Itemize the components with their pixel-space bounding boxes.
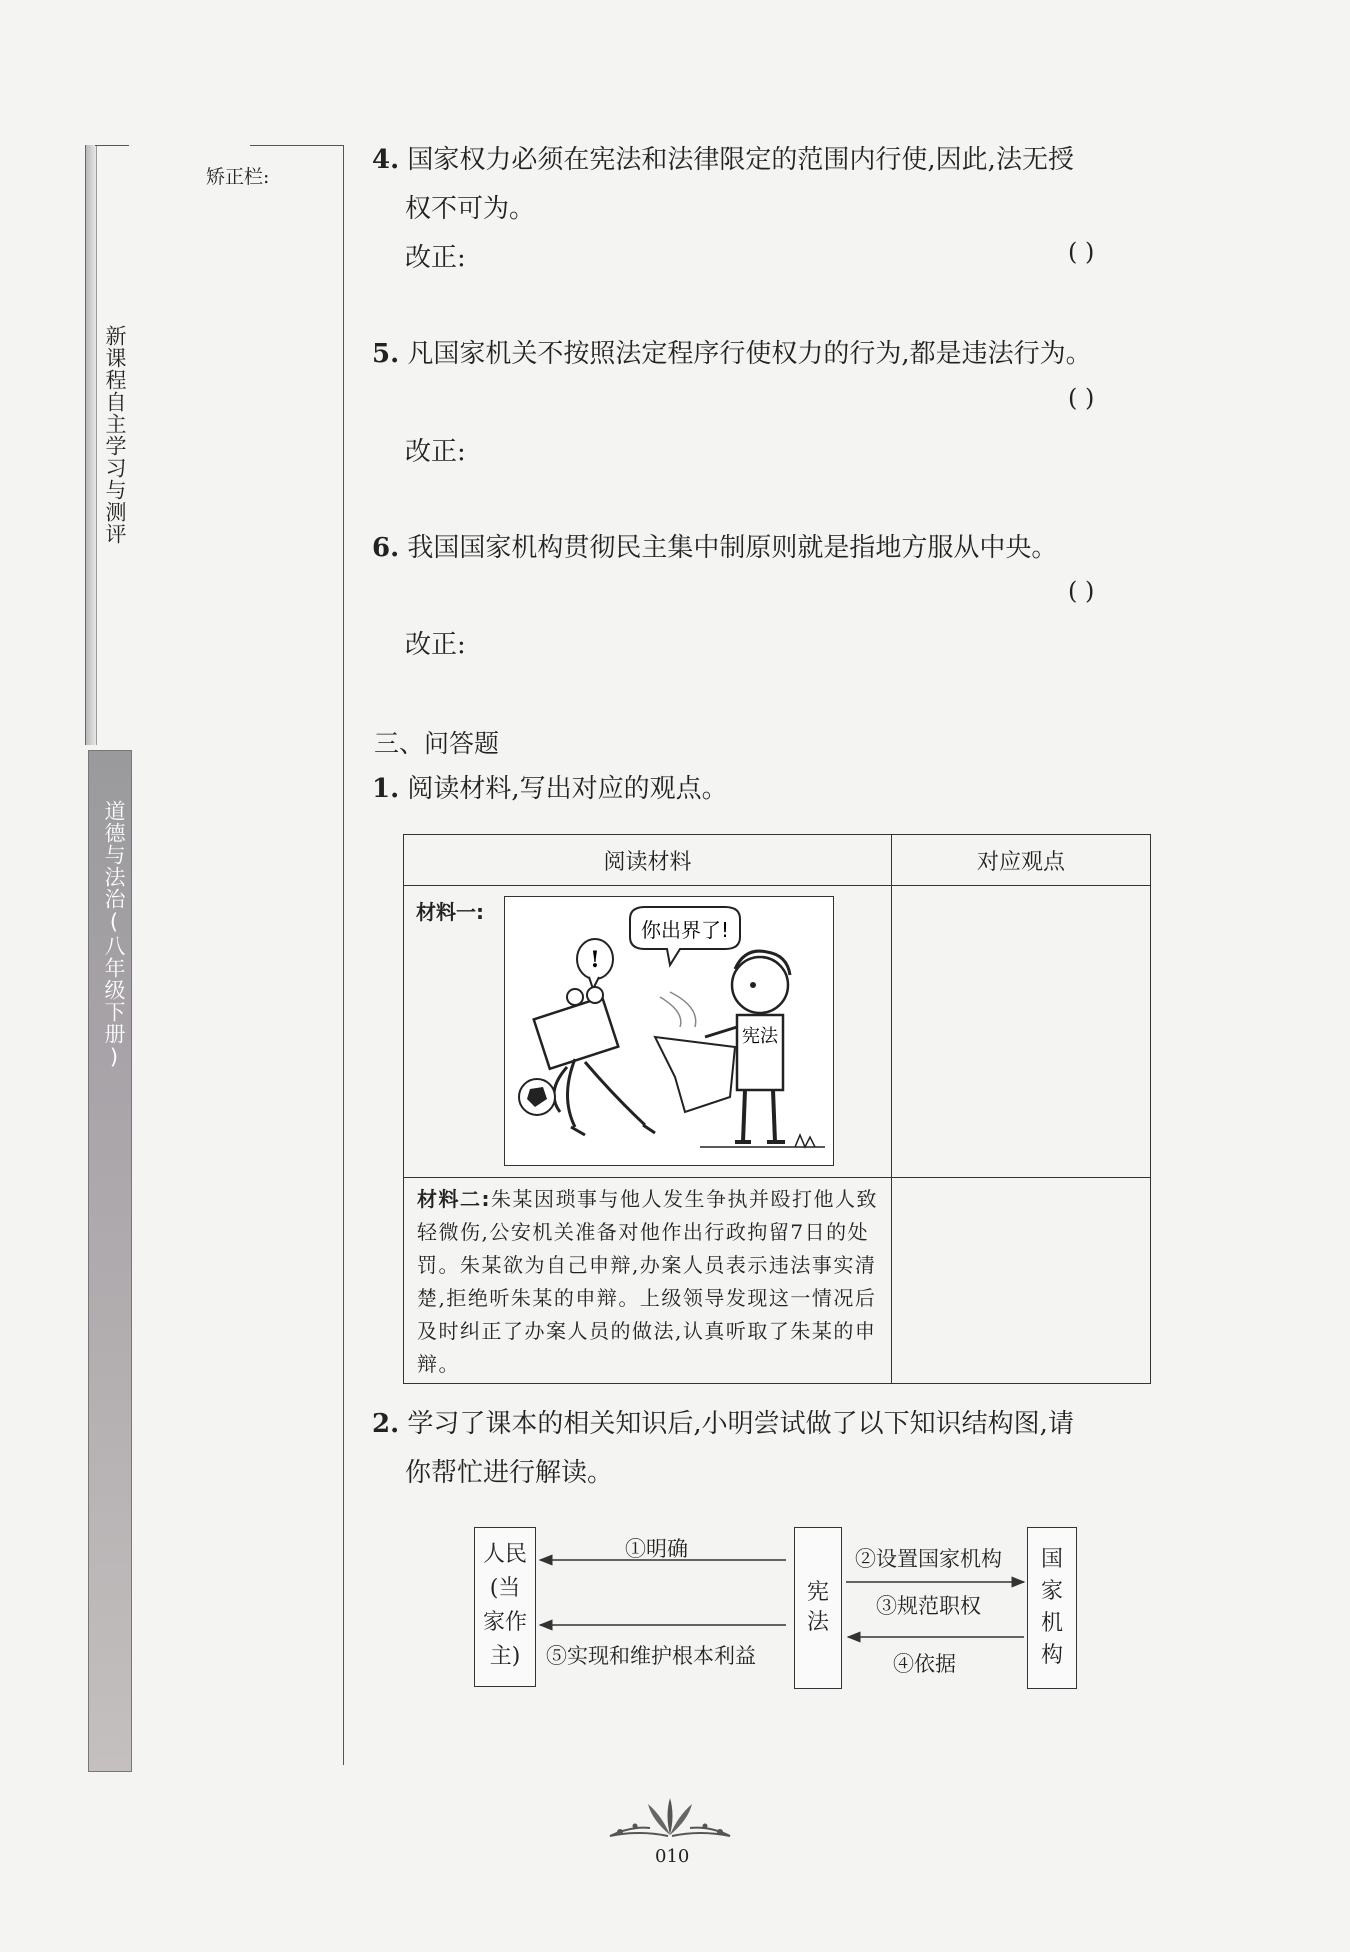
section-title: 三、问答题 — [374, 729, 500, 758]
answer-parentheses: ( ) — [1068, 384, 1095, 412]
question-text-line2: 权不可为。 — [405, 194, 536, 224]
correction-prompt: 改正: — [405, 630, 466, 660]
question-1 — [372, 765, 728, 813]
people-line: 主) — [489, 1644, 521, 1669]
question-6 — [372, 524, 1057, 572]
viewpoint-2-cell — [892, 1178, 1151, 1384]
arrow-label-2: ②设置国家机构 — [855, 1547, 1002, 1571]
state-char: 国 — [1040, 1547, 1063, 1572]
cartoon-image — [504, 896, 834, 1166]
footer-ornament-icon — [590, 1790, 750, 1846]
correction-column-border — [343, 145, 344, 1765]
binding-strip-top — [85, 145, 97, 745]
material-2-cell — [404, 1178, 892, 1384]
divider — [95, 145, 129, 146]
speech-bubble-text: 你出界了! — [640, 918, 730, 942]
people-line: 家作 — [482, 1610, 527, 1635]
answer-parentheses: ( ) — [1068, 238, 1095, 266]
question-text: 凡国家机关不按照法定程序行使权力的行为,都是违法行为。 — [407, 339, 1092, 369]
question-text: 阅读材料,写出对应的观点。 — [407, 774, 728, 804]
question-2 — [372, 1400, 1074, 1448]
material-2-text: 朱某因琐事与他人发生争执并殴打他人致轻微伤,公安机关准备对他作出行政拘留7日的处罚。朱某欲为自己申辩,办案人员表示违法事实清楚,拒绝听朱某的申辩。上级领导发现这一情况后及时纠正了办案人员的做法,认真听取了朱某的申辩。 — [417, 1187, 878, 1376]
arrow-label-1: ①明确 — [625, 1537, 688, 1561]
arrow-label-3: ③规范职权 — [876, 1594, 981, 1618]
cartoon-illustration — [505, 897, 833, 1165]
question-text: 国家权力必须在宪法和法律限定的范围内行使,因此,法无授 — [407, 145, 1074, 175]
state-char: 机 — [1040, 1611, 1063, 1636]
page-number: 010 — [655, 1846, 690, 1867]
header-viewpoints: 对应观点 — [892, 835, 1151, 886]
question-5 — [372, 330, 1092, 378]
people-line: 人民 — [482, 1542, 527, 1567]
question-number: 4. — [372, 145, 400, 175]
state-char: 家 — [1040, 1579, 1063, 1604]
correction-prompt: 改正: — [405, 243, 466, 273]
header-materials: 阅读材料 — [404, 835, 892, 886]
state-organs-box — [1027, 1527, 1077, 1689]
people-box — [474, 1527, 536, 1687]
constitution-char: 宪 — [806, 1580, 829, 1605]
correction-column-label: 矫正栏: — [206, 166, 270, 188]
answer-parentheses: ( ) — [1068, 577, 1095, 605]
divider — [250, 145, 344, 146]
question-number: 1. — [372, 774, 400, 804]
question-number: 2. — [372, 1409, 400, 1439]
material-1-label: 材料一: — [416, 900, 484, 924]
arrow-label-5: ⑤实现和维护根本利益 — [546, 1644, 756, 1668]
shirt-text: 宪法 — [742, 1026, 778, 1047]
series-title: 新课程自主学习与测评 — [103, 325, 127, 545]
state-char: 构 — [1040, 1643, 1063, 1668]
material-2 — [405, 1179, 890, 1381]
material-1-cell — [404, 886, 892, 1178]
question-text-line2: 你帮忙进行解读。 — [405, 1458, 614, 1488]
question-text: 我国国家机构贯彻民主集中制原则就是指地方服从中央。 — [407, 533, 1058, 563]
question-number: 5. — [372, 339, 400, 369]
question-text: 学习了课本的相关知识后,小明尝试做了以下知识结构图,请 — [407, 1409, 1074, 1439]
viewpoint-1-cell — [892, 886, 1151, 1178]
exclaim-text: ! — [590, 947, 600, 973]
arrow-label-4: ④依据 — [893, 1652, 956, 1676]
constitution-char: 法 — [806, 1610, 829, 1635]
people-line: (当 — [489, 1576, 521, 1601]
subject-title: 道德与法治(八年级下册) — [102, 800, 126, 1070]
correction-prompt: 改正: — [405, 437, 466, 467]
question-number: 6. — [372, 533, 400, 563]
question-4 — [372, 136, 1074, 184]
materials-table — [403, 834, 1151, 1384]
material-2-label: 材料二: — [417, 1187, 491, 1211]
